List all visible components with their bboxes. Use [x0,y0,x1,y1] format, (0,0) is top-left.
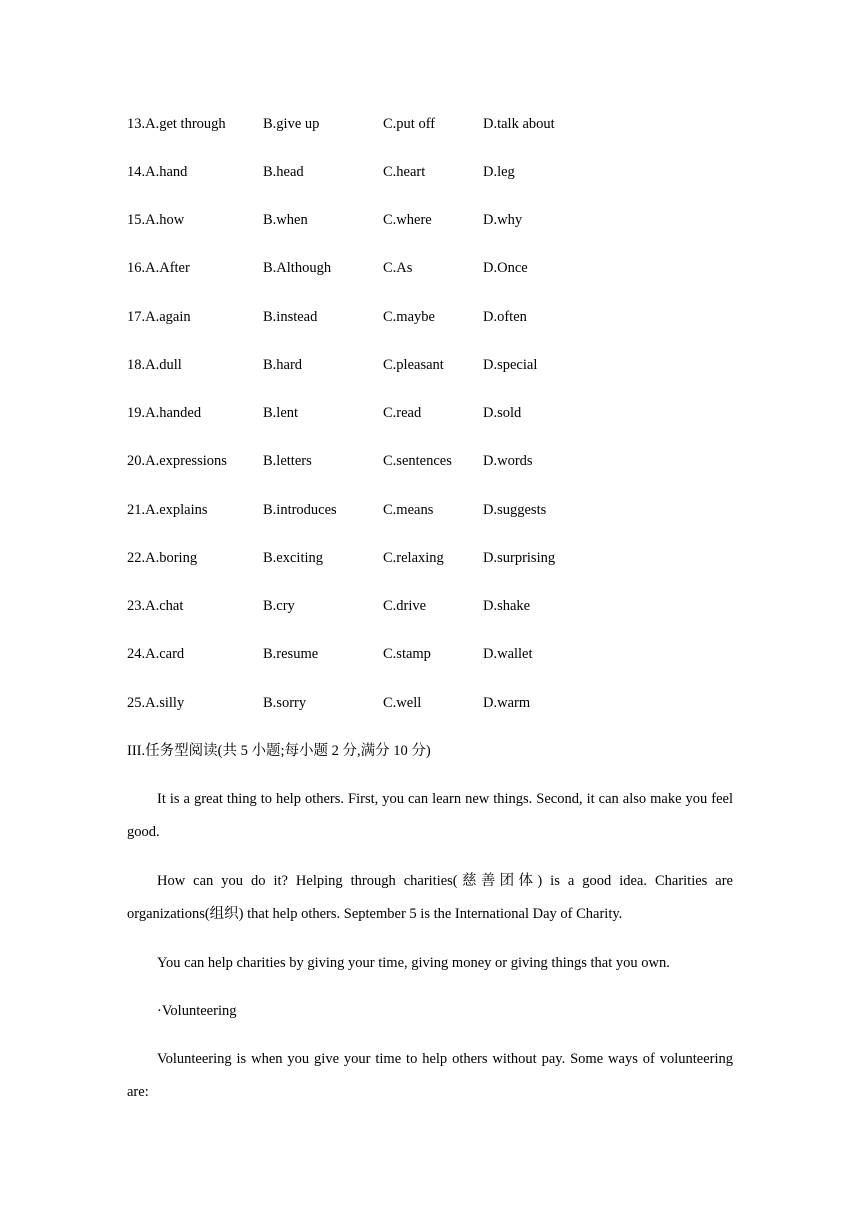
option-c: C.drive [383,598,427,614]
option-a: 13.A.get through [127,116,226,132]
option-b: B.introduces [263,502,337,518]
option-d: D.suggests [483,502,547,518]
option-b: B.exciting [263,550,324,566]
option-d: D.wallet [483,646,533,662]
paragraph-text: Volunteering is when you give your time to help others without pay. Some ways of volunteering are: [127,1051,733,1100]
section-title: III.任务型阅读(共 5 小题;每小题 2 分,满分 10 分) [127,743,431,759]
option-d: D.words [483,453,533,469]
option-c: C.As [383,260,413,276]
option-c: C.means [383,502,434,518]
option-d: D.shake [483,598,531,614]
option-c: C.put off [383,116,436,132]
option-a: 17.A.again [127,309,191,325]
option-a: 18.A.dull [127,357,182,373]
paragraph-1 [127,783,733,849]
option-c: C.relaxing [383,550,444,566]
option-b: B.cry [263,598,295,614]
option-d: D.often [483,309,527,325]
option-a: 15.A.how [127,212,185,228]
option-c: C.pleasant [383,357,444,373]
option-c: C.where [383,212,432,228]
option-d: D.talk about [483,116,555,132]
paragraph-2 [127,865,733,931]
option-b: B.Although [263,260,332,276]
option-d: D.surprising [483,550,556,566]
option-c: C.maybe [383,309,435,325]
option-b: B.sorry [263,695,307,711]
option-a: 20.A.expressions [127,453,227,469]
paragraph-5 [127,1043,733,1109]
option-a: 23.A.chat [127,598,184,614]
option-b: B.letters [263,453,312,469]
paragraph-text: How can you do it? Helping through charities(慈善团体) is a good idea. Charities are organizations(组织) that help others. September 5 is the International Day of Charity. [127,873,733,922]
option-b: B.head [263,164,304,180]
option-a: 21.A.explains [127,502,208,518]
option-c: C.heart [383,164,426,180]
option-b: B.hard [263,357,303,373]
option-d: D.why [483,212,523,228]
option-c: C.well [383,695,422,711]
option-a: 16.A.After [127,260,190,276]
option-d: D.sold [483,405,522,421]
option-d: D.leg [483,164,515,180]
option-d: D.special [483,357,538,373]
paragraph-text: ·Volunteering [157,1003,237,1019]
option-a: 24.A.card [127,646,185,662]
option-d: D.Once [483,260,528,276]
paragraph-text: It is a great thing to help others. First, you can learn new things. Second, it can also make you feel good. [127,791,733,840]
option-a: 22.A.boring [127,550,198,566]
option-a: 19.A.handed [127,405,202,421]
paragraph-3 [127,947,733,980]
paragraph-text: You can help charities by giving your time, giving money or giving things that you own. [157,955,670,971]
option-c: C.read [383,405,422,421]
paragraph-4 [127,995,733,1028]
option-d: D.warm [483,695,531,711]
option-a: 25.A.silly [127,695,185,711]
option-b: B.resume [263,646,319,662]
option-b: B.instead [263,309,318,325]
option-b: B.give up [263,116,320,132]
option-c: C.sentences [383,453,452,469]
option-b: B.lent [263,405,299,421]
option-b: B.when [263,212,308,228]
option-a: 14.A.hand [127,164,188,180]
option-c: C.stamp [383,646,431,662]
